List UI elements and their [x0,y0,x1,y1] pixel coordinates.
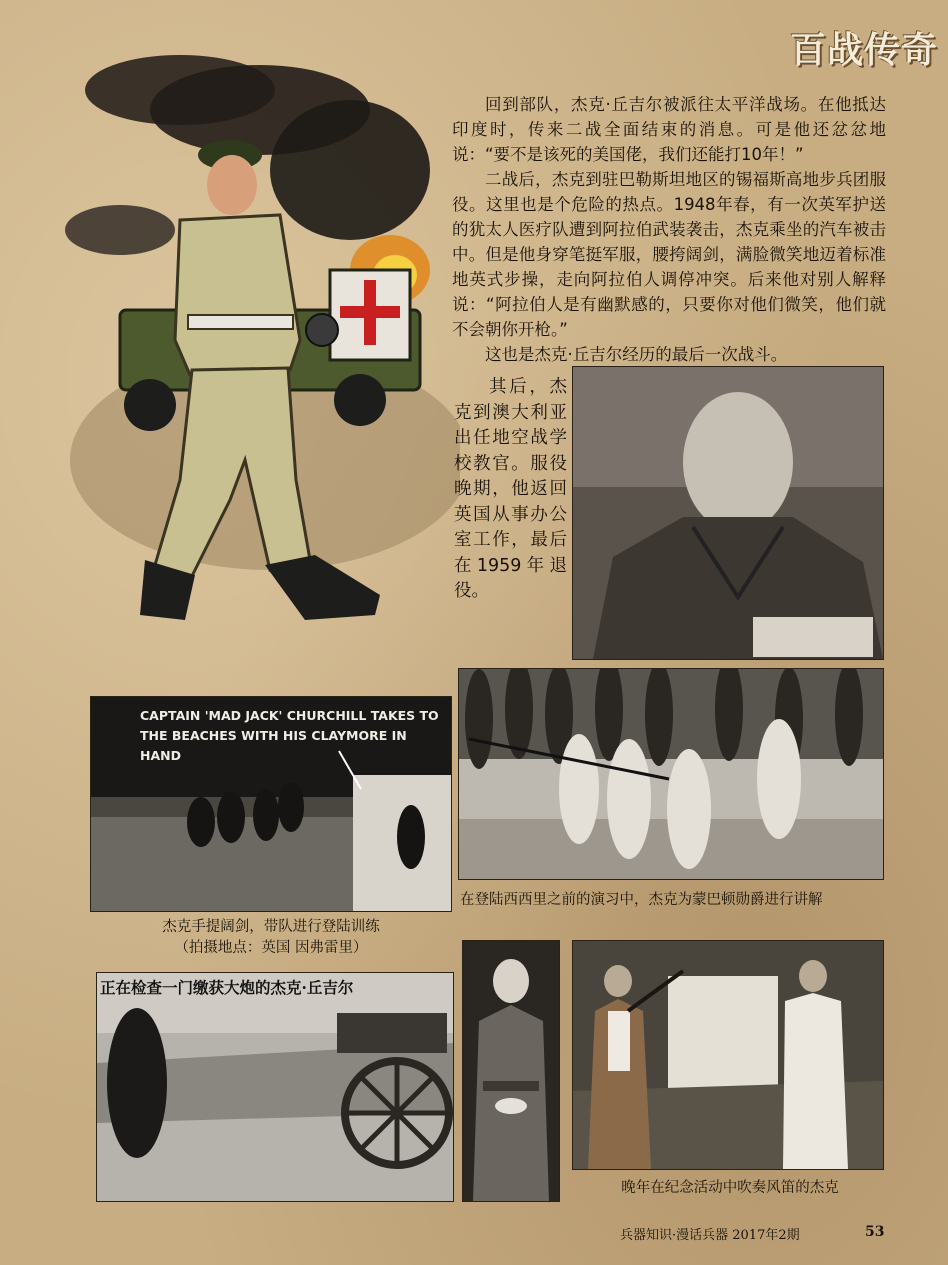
captured-cannon-photo [96,972,454,1202]
section-title: 百战传奇 [789,30,938,71]
cannon-overlay-text: 正在检查一门缴获大炮的杰克·丘吉尔 [100,978,354,997]
page-number: 53 [865,1224,885,1240]
portrait-photo [572,366,884,660]
bagpipe-photo [572,940,884,1170]
briefing-caption: 在登陆西西里之前的演习中，杰克为蒙巴顿勋爵进行讲解 [460,892,823,908]
side-paragraph: 其后，杰克到澳大利亚出任地空战学校教官。服役晚期，他返回英国从事办公室工作，最后在1959年退役。 [454,377,567,601]
footer-publication: 兵器知识·漫话兵器 2017年2期 [620,1228,800,1243]
officer-standing-photo [462,940,560,1202]
side-text-column [454,375,567,605]
paragraph-3: 这也是杰克·丘吉尔经历的最后一次战斗。 [485,345,788,364]
paragraph-1: 回到部队，杰克·丘吉尔被派往太平洋战场。在他抵达印度时，传来二战全面结束的消息。可是他还忿忿地说：“要不是该死的美国佬，我们还能打10年！” [452,95,886,164]
article-body [452,92,886,367]
landing-caption-line-1: 杰克手提阔剑，带队进行登陆训练 [162,919,380,935]
landing-caption [96,915,446,957]
comic-illustration [60,40,460,660]
landing-overlay-text: CAPTAIN 'MAD JACK' CHURCHILL TAKES TO THE BEACHES WITH HIS CLAYMORE IN HAND [140,708,439,763]
briefing-photo [458,668,884,880]
paragraph-2: 二战后，杰克到驻巴勒斯坦地区的锡福斯高地步兵团服役。这里也是个危险的热点。1948年春，有一次英军护送的犹太人医疗队遭到阿拉伯武装袭击，杰克乘坐的汽车被击中。但是他身穿笔挺军服，腰挎阔剑，满脸微笑地迈着标准地英式步操，走向阿拉伯人调停冲突。后来他对别人解释说：“阿拉伯人是有幽默感的，只要你对他们微笑，他们就不会朝你开枪。” [452,170,886,339]
landing-caption-line-2: （拍摄地点：英国 因弗雷里） [174,940,368,956]
bagpipe-caption: 晚年在纪念活动中吹奏风笛的杰克 [621,1180,839,1196]
